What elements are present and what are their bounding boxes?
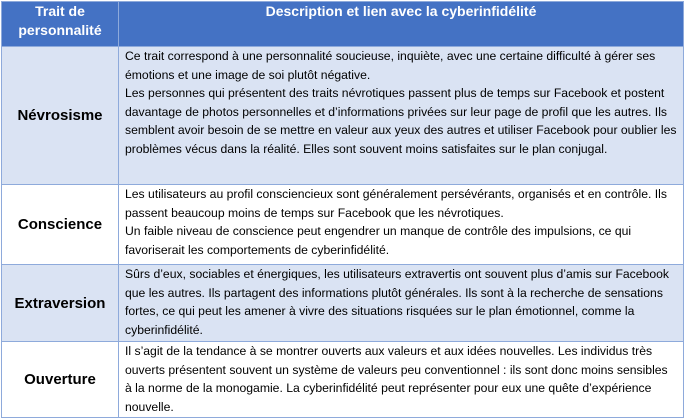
description-paragraph: Ce trait correspond à une personnalité soucieuse, inquiète, avec une certaine difficulté à gérer ses émotions et une image de soi plutôt négative. <box>125 49 656 82</box>
description-paragraph: Les personnes qui présentent des traits névrotiques passent plus de temps sur Facebook et postent davantage de photos personnelles et d’informations privées sur leur page de profil que les autres. Ils semblent avoir besoin de se mettre en valeur aux yeux des autres et utiliser Facebook pour oublier les problèmes vécus dans la réalité. Elles sont souvent moins satisfaites sur le plan conjugal. <box>125 86 677 156</box>
trait-name: Ouverture <box>2 342 119 418</box>
trait-description <box>119 185 684 265</box>
trait-name: Extraversion <box>2 265 119 342</box>
trait-name: Conscience <box>2 185 119 265</box>
header-row <box>2 2 684 47</box>
trait-description <box>119 342 684 418</box>
description-paragraph: Les utilisateurs au profil consciencieux sont généralement persévérants, organisés et en contrôle. Ils passent beaucoup moins de temps sur Facebook que les névrotiques. <box>125 187 667 220</box>
table-row <box>2 342 684 418</box>
table-row <box>2 265 684 342</box>
header-description: Description et lien avec la cyberinfidélité <box>119 2 684 47</box>
personality-traits-table <box>1 1 684 418</box>
description-paragraph: Il s’agit de la tendance à se montrer ouverts aux valeurs et aux idées nouvelles. Les individus très ouverts présentent souvent un système de valeurs peu conventionnel : ils sont donc moins sensibles à la norme de la monogamie. La cyberinfidélité peut représenter pour eux une quête d’expérience nouvelle. <box>125 344 668 414</box>
trait-description <box>119 265 684 342</box>
table-row <box>2 185 684 265</box>
description-paragraph: Un faible niveau de conscience peut engendrer un manque de contrôle des impulsions, ce qui favoriserait les comportements de cyberinfidélité. <box>125 224 632 257</box>
header-trait: Trait de personnalité <box>2 2 119 47</box>
trait-description <box>119 47 684 185</box>
table-row <box>2 47 684 185</box>
description-paragraph: Sûrs d’eux, sociables et énergiques, les utilisateurs extravertis ont souvent plus d’amis sur Facebook que les autres. Ils partagent des informations plutôt générales. Ils sont à la recherche de sensations fortes, ce qui peut les amener à vivre des situations risquées sur le plan émotionnel, comme la cyberinfidélité. <box>125 267 669 337</box>
trait-name: Névrosisme <box>2 47 119 185</box>
